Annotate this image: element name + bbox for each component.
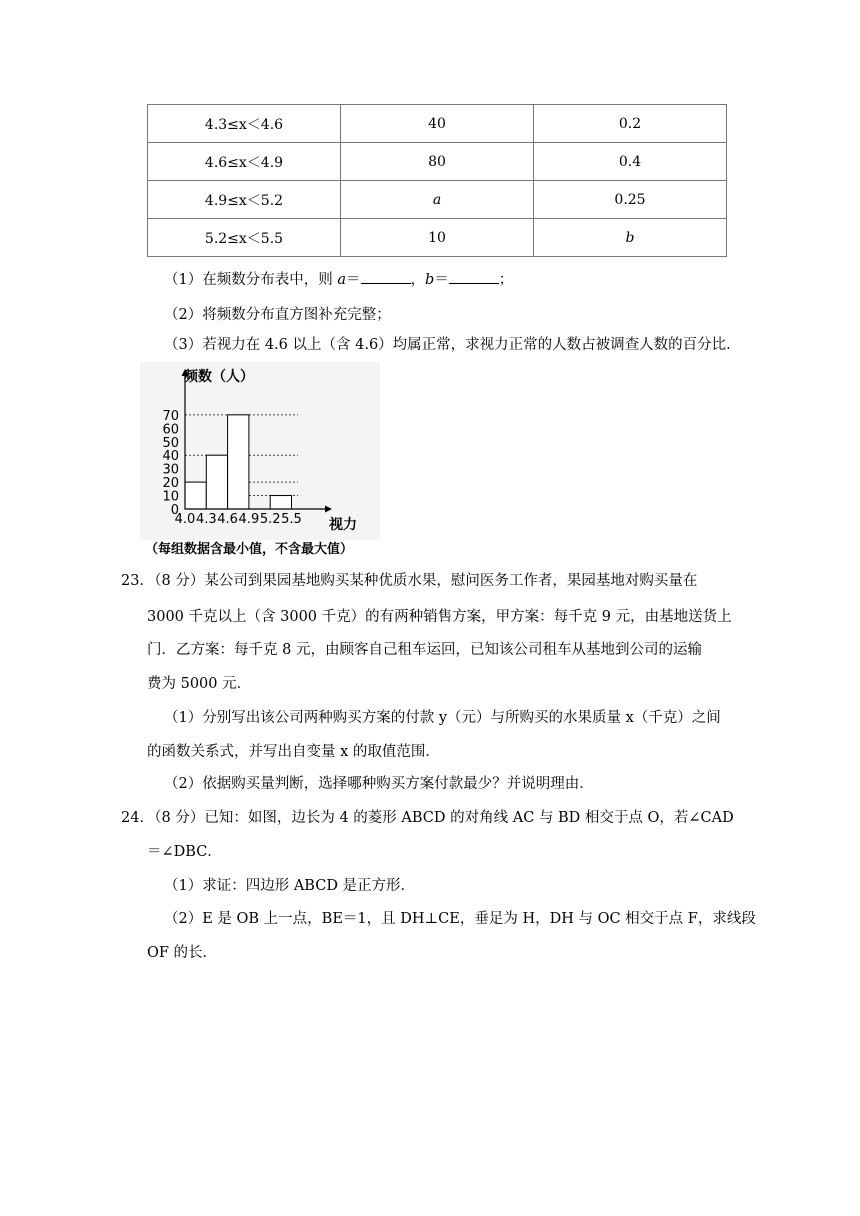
- frequency-table: [147, 104, 727, 257]
- answer-blank-b: [449, 271, 499, 284]
- frequency-cell: 0.2: [534, 105, 727, 143]
- histogram-bar: [185, 482, 206, 509]
- question-22-part-1: （1）在频数分布表中，则 a＝ ，b＝ ；: [164, 272, 514, 288]
- range-cell: 4.9≤x＜5.2: [148, 181, 341, 219]
- x-tick-label: 4.9: [238, 512, 260, 527]
- count-cell: a: [341, 181, 534, 219]
- count-cell: 10: [341, 219, 534, 257]
- question-23-part-1-line-1: （1）分别写出该公司两种购买方案的付款 y（元）与所购买的水果质量 x（千克）之间: [164, 710, 721, 726]
- histogram-bar: [206, 455, 227, 509]
- count-cell: 80: [341, 143, 534, 181]
- histogram-bar: [228, 415, 249, 509]
- x-tick-label: 5.5: [281, 512, 302, 527]
- y-tick-label: 0: [170, 503, 179, 518]
- x-tick-label: 4.3: [195, 512, 217, 527]
- y-tick-label: 10: [162, 489, 179, 505]
- table-row: [148, 181, 727, 219]
- question-24-part-2-line-2: OF 的长．: [147, 945, 218, 961]
- question-24-number: 24．: [121, 810, 154, 826]
- x-axis-label: 视力: [329, 517, 357, 533]
- range-cell: 5.2≤x＜5.5: [148, 219, 341, 257]
- question-23-part-2: （2）依据购买量判断，选择哪种购买方案付款最少？并说明理由．: [164, 776, 594, 792]
- y-axis-label: 频数（人）: [184, 369, 254, 385]
- frequency-cell: 0.4: [534, 143, 727, 181]
- y-tick-label: 20: [162, 476, 179, 492]
- question-23-part-1-line-2: 的函数关系式，并写出自变量 x 的取值范围．: [147, 744, 440, 760]
- question-22-part-3: （3）若视力在 4.6 以上（含 4.6）均属正常，求视力正常的人数占被调查人数的百分比．: [164, 337, 741, 353]
- x-tick-label: 5.2: [259, 512, 281, 527]
- count-cell: 40: [341, 105, 534, 143]
- table-row: [148, 143, 727, 181]
- y-tick-label: 50: [162, 435, 179, 451]
- question-22-part-2: （2）将频数分布直方图补充完整；: [164, 307, 391, 323]
- y-tick-label: 60: [162, 422, 179, 438]
- question-23-line-1: （8 分）某公司到果园基地购买某种优质水果，慰问医务工作者，果园基地对购买量在: [147, 573, 698, 589]
- y-tick-label: 40: [162, 449, 179, 465]
- frequency-histogram: [140, 362, 390, 562]
- question-24-line-2: ＝∠DBC．: [147, 844, 222, 860]
- question-23-number: 23．: [121, 573, 154, 589]
- question-24-line-1: （8 分）已知：如图，边长为 4 的菱形 ABCD 的对角线 AC 与 BD 相交于点 O，若∠CAD: [147, 810, 734, 826]
- x-tick-label: 4.0: [174, 512, 196, 527]
- range-cell: 4.6≤x＜4.9: [148, 143, 341, 181]
- frequency-cell: b: [534, 219, 727, 257]
- range-cell: 4.3≤x＜4.6: [148, 105, 341, 143]
- question-24-part-1: （1）求证：四边形 ABCD 是正方形．: [164, 878, 416, 894]
- frequency-cell: 0.25: [534, 181, 727, 219]
- answer-blank-a: [361, 271, 411, 284]
- histogram-bar: [270, 496, 291, 509]
- question-24-part-2-line-1: （2）E 是 OB 上一点，BE＝1，且 DH⊥CE，垂足为 H，DH 与 OC 相交于点 F，求线段: [164, 911, 756, 927]
- y-tick-label: 70: [162, 408, 179, 424]
- question-23-line-3: 门．乙方案：每千克 8 元，由顾客自己租车运回，已知该公司租车从基地到公司的运输: [147, 642, 702, 658]
- y-tick-label: 30: [162, 462, 179, 478]
- table-row: [148, 105, 727, 143]
- chart-caption: （每组数据含最小值，不含最大值）: [145, 542, 354, 557]
- question-23-line-2: 3000 千克以上（含 3000 千克）的有两种销售方案，甲方案：每千克 9 元，由基地送货上: [147, 609, 732, 625]
- question-23-line-4: 费为 5000 元．: [147, 676, 252, 692]
- x-tick-label: 4.6: [217, 512, 238, 527]
- table-row: [148, 219, 727, 257]
